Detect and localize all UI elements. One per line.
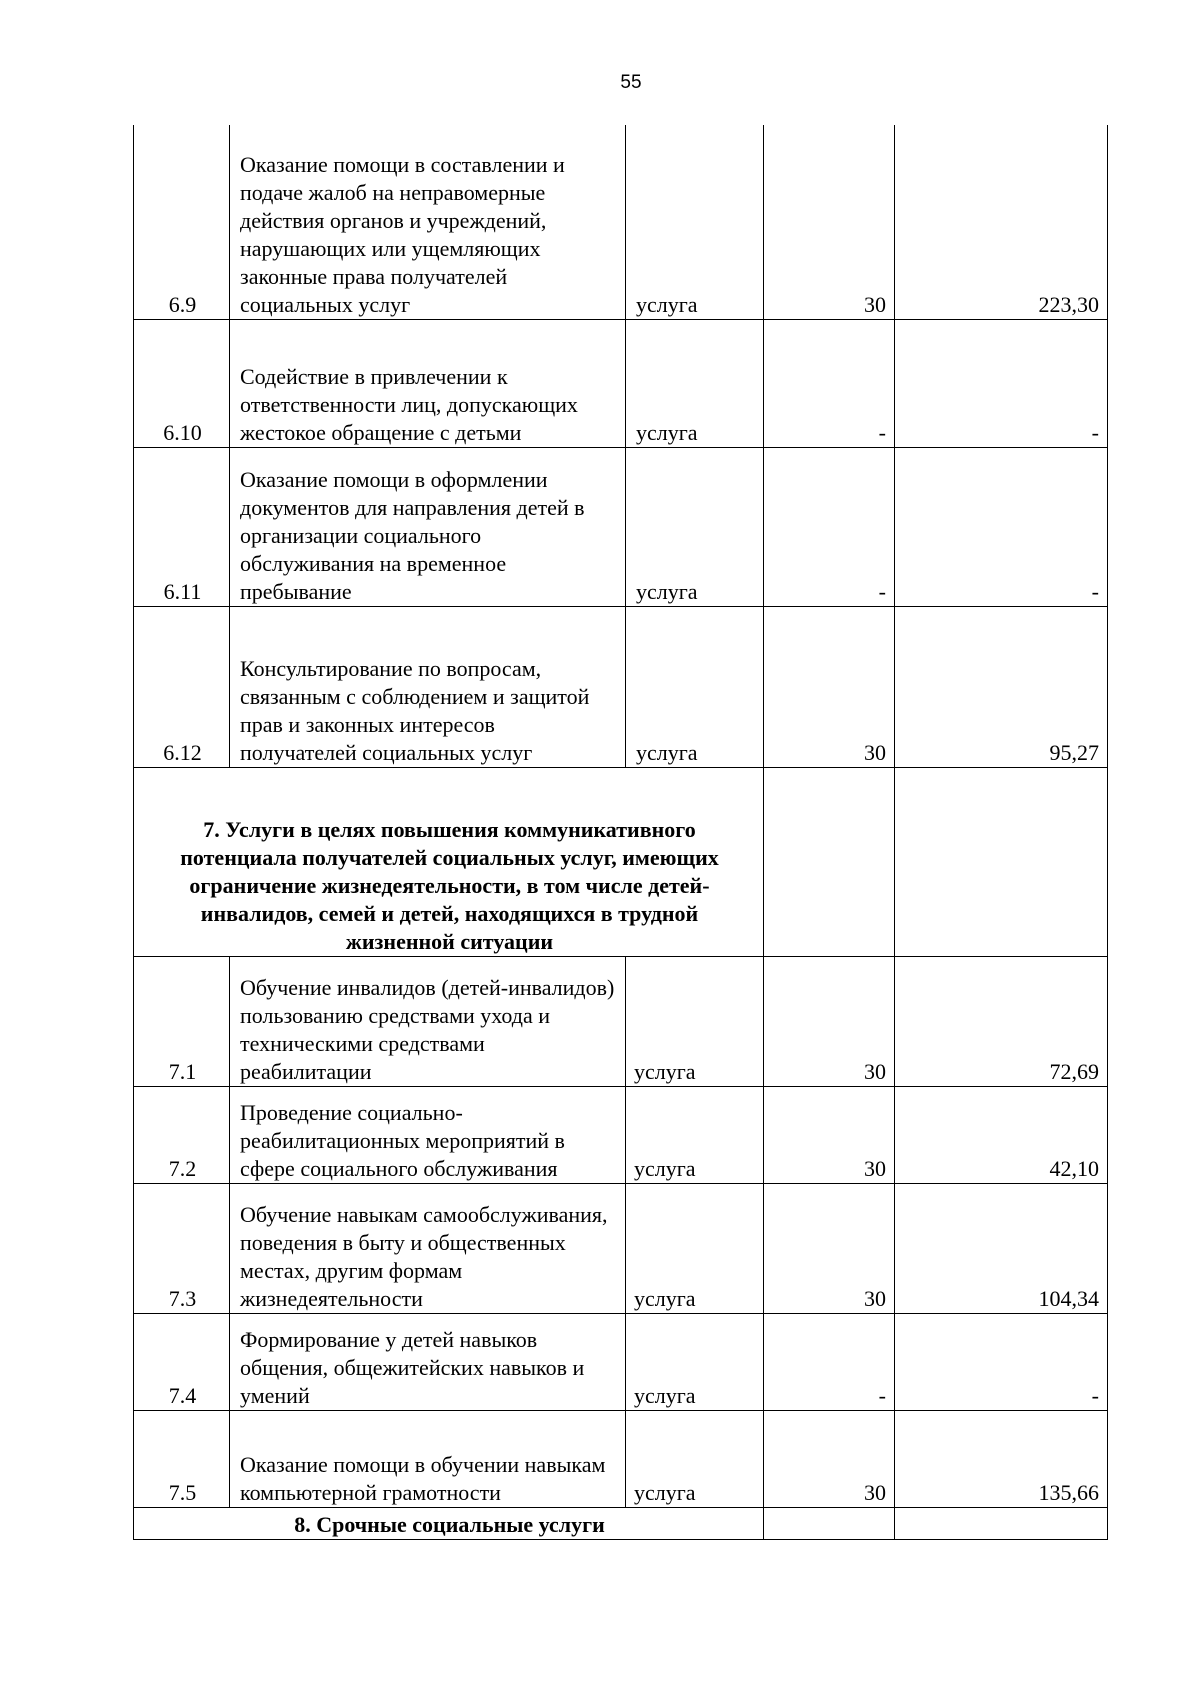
qty-cell: 30 <box>764 607 895 768</box>
table-row <box>134 1184 1108 1314</box>
unit-cell: услуга <box>626 607 764 768</box>
row-number: 7.1 <box>134 957 230 1087</box>
price-cell: 95,27 <box>895 607 1108 768</box>
qty-cell: - <box>764 448 895 607</box>
table-row <box>134 125 1108 320</box>
price-cell: 135,66 <box>895 1411 1108 1508</box>
price-cell: - <box>895 448 1108 607</box>
table-row <box>134 1314 1108 1411</box>
qty-cell: 30 <box>764 957 895 1087</box>
service-name: Оказание помощи в составлении и подаче жалоб на неправомерные действия органов и учреждений, нарушающих или ущемляющих законные права получателей социальных услуг <box>230 125 626 320</box>
qty-cell: 30 <box>764 125 895 320</box>
empty-cell <box>895 1508 1108 1540</box>
table-row <box>134 1087 1108 1184</box>
table-row <box>134 607 1108 768</box>
unit-cell: услуга <box>626 125 764 320</box>
qty-cell: - <box>764 1314 895 1411</box>
price-cell: - <box>895 1314 1108 1411</box>
row-number: 7.2 <box>134 1087 230 1184</box>
unit-cell: услуга <box>626 1411 764 1508</box>
row-number: 7.3 <box>134 1184 230 1314</box>
price-cell: 42,10 <box>895 1087 1108 1184</box>
price-cell: 104,34 <box>895 1184 1108 1314</box>
services-table <box>133 125 1108 1540</box>
service-name: Проведение социально-реабилитационных мероприятий в сфере социального обслуживания <box>230 1087 626 1184</box>
service-name: Консультирование по вопросам, связанным с соблюдением и защитой прав и законных интересов получателей социальных услуг <box>230 607 626 768</box>
row-number: 6.9 <box>134 125 230 320</box>
unit-cell: услуга <box>626 448 764 607</box>
unit-cell: услуга <box>626 1314 764 1411</box>
section-7-title: 7. Услуги в целях повышения коммуникативного потенциала получателей социальных услуг, имеющих ограничение жизнедеятельности, в том числе детей-инвалидов, семей и детей, находящихся в трудной жизненной ситуации <box>134 768 764 957</box>
empty-cell <box>895 768 1108 957</box>
empty-cell <box>764 1508 895 1540</box>
row-number: 6.12 <box>134 607 230 768</box>
table-row <box>134 957 1108 1087</box>
service-name: Обучение инвалидов (детей-инвалидов) пользованию средствами ухода и техническими средствами реабилитации <box>230 957 626 1087</box>
service-name: Содействие в привлечении к ответственности лиц, допускающих жестокое обращение с детьми <box>230 320 626 448</box>
service-name: Формирование у детей навыков общения, общежитейских навыков и умений <box>230 1314 626 1411</box>
page-number: 55 <box>620 72 642 93</box>
row-number: 6.10 <box>134 320 230 448</box>
row-number: 6.11 <box>134 448 230 607</box>
service-name: Оказание помощи в обучении навыкам компьютерной грамотности <box>230 1411 626 1508</box>
unit-cell: услуга <box>626 957 764 1087</box>
section-header-row <box>134 768 1108 957</box>
unit-cell: услуга <box>626 1087 764 1184</box>
qty-cell: - <box>764 320 895 448</box>
table-row <box>134 448 1108 607</box>
price-cell: 72,69 <box>895 957 1108 1087</box>
row-number: 7.5 <box>134 1411 230 1508</box>
section-header-row <box>134 1508 1108 1540</box>
qty-cell: 30 <box>764 1087 895 1184</box>
qty-cell: 30 <box>764 1411 895 1508</box>
price-cell: - <box>895 320 1108 448</box>
empty-cell <box>764 768 895 957</box>
table-row <box>134 1411 1108 1508</box>
table-row <box>134 320 1108 448</box>
price-cell: 223,30 <box>895 125 1108 320</box>
unit-cell: услуга <box>626 320 764 448</box>
row-number: 7.4 <box>134 1314 230 1411</box>
qty-cell: 30 <box>764 1184 895 1314</box>
service-name: Оказание помощи в оформлении документов для направления детей в организации социального обслуживания на временное пребывание <box>230 448 626 607</box>
section-8-title: 8. Срочные социальные услуги <box>134 1508 764 1540</box>
unit-cell: услуга <box>626 1184 764 1314</box>
service-name: Обучение навыкам самообслуживания, поведения в быту и общественных местах, другим формам жизнедеятельности <box>230 1184 626 1314</box>
